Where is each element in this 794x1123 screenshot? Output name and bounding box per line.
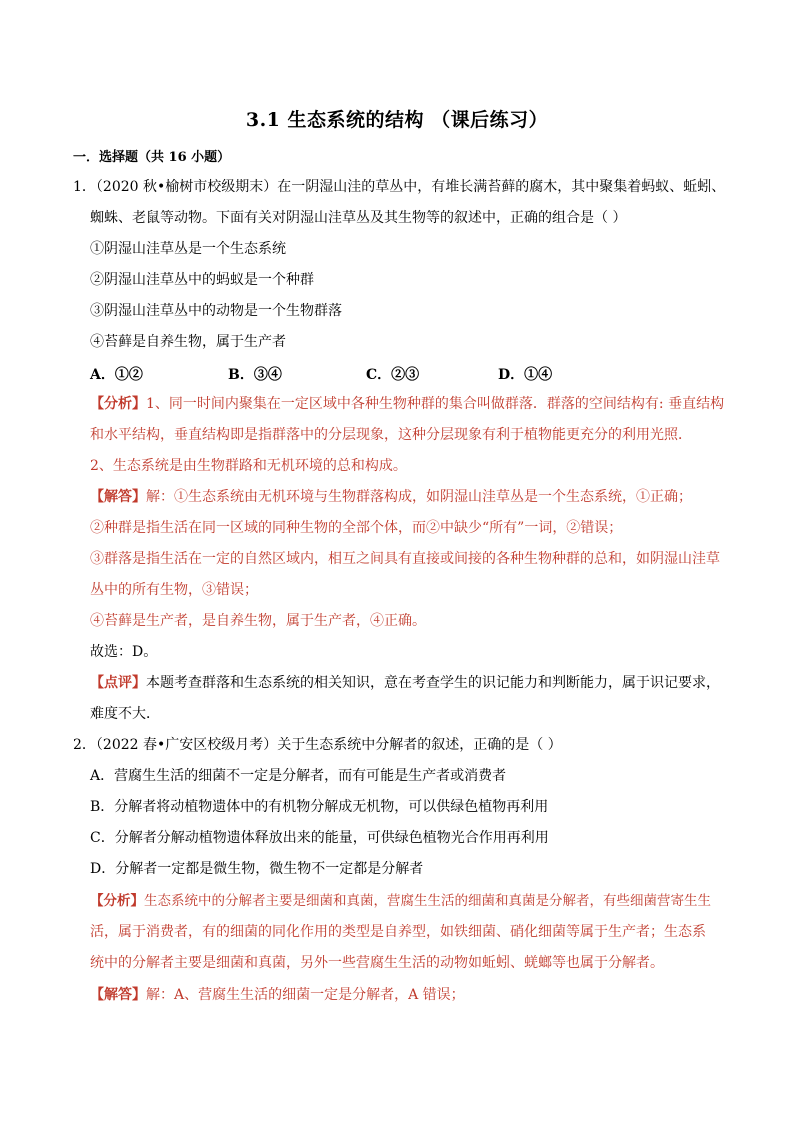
q1-solution-line-4: 丛中的所有生物，③错误； <box>90 582 258 598</box>
q1-comment-line-2: 难度不大． <box>90 706 160 722</box>
q1-stem-line-2: 蜘蛛、老鼠等动物。下面有关对阴湿山洼草丛及其生物等的叙述中，正确的组合是（ ） <box>90 210 627 226</box>
q1-option-b: B．③④ <box>228 367 282 383</box>
q2-solution-tag: 【解答】 <box>90 987 146 1003</box>
q1-analysis-line-3: 2、生态系统是由生物群路和无机环境的总和构成。 <box>90 458 407 474</box>
q1-option-a: A．①② <box>90 367 143 383</box>
q2-solution-line-1 <box>90 986 465 1004</box>
q1-solution-line-5: ④苔藓是生产者，是自养生物，属于生产者，④正确。 <box>90 613 426 629</box>
q2-analysis-line-1 <box>90 892 711 910</box>
q1-statement-3: ③阴湿山洼草丛中的动物是一个生物群落 <box>90 303 342 319</box>
q1-statement-2: ②阴湿山洼草丛中的蚂蚁是一个种群 <box>90 272 314 288</box>
q2-analysis-text-1: 生态系统中的分解者主要是细菌和真菌，营腐生生活的细菌和真菌是分解者，有些细菌营寄生生 <box>144 893 711 909</box>
q2-option-c: C．分解者分解动植物遗体释放出来的能量，可供绿色植物光合作用再利用 <box>90 830 549 846</box>
section-heading: 一．选择题（共 16 小题） <box>73 150 231 165</box>
q2-option-d: D．分解者一定都是微生物，微生物不一定都是分解者 <box>90 861 424 877</box>
q2-solution-text-1: 解：A、营腐生生活的细菌一定是分解者，A 错误； <box>146 987 465 1003</box>
q1-comment-text-1: 本题考查群落和生态系统的相关知识，意在考查学生的识记能力和判断能力，属于识记要求， <box>146 675 720 691</box>
q1-analysis-text-1: 1、同一时间内聚集在一定区域中各种生物种群的集合叫做群落．群落的空间结构有: 垂直结构 <box>146 396 725 412</box>
q1-solution-text-1: 解：①生态系统由无机环境与生物群落构成，如阴湿山洼草丛是一个生态系统，①正确； <box>146 489 692 505</box>
q1-comment-tag: 【点评】 <box>90 675 146 691</box>
q2-stem: 2．（2022 春•广安区校级月考）关于生态系统中分解者的叙述，正确的是（ ） <box>73 737 562 753</box>
q2-option-a: A．营腐生生活的细菌不一定是分解者，而有可能是生产者或消费者 <box>90 768 507 784</box>
q2-analysis-line-2: 活，属于消费者，有的细菌的同化作用的类型是自养型，如铁细菌、硝化细菌等属于生产者；生态系 <box>90 924 706 940</box>
q1-statement-1: ①阴湿山洼草丛是一个生态系统 <box>90 241 286 257</box>
q1-stem-line-1: 1．（2020 秋•榆树市校级期末）在一阴湿山洼的草丛中，有堆长满苔藓的腐木，其中聚集着蚂蚁、蚯蚓、 <box>73 179 726 195</box>
q1-solution-line-2: ②种群是指生活在同一区域的同种生物的全部个体，而②中缺少“所有”一词，②错误； <box>90 520 623 536</box>
q2-analysis-line-3: 统中的分解者主要是细菌和真菌，另外一些营腐生生活的动物如蚯蚓、蜣螂等也属于分解者。 <box>90 955 664 971</box>
q1-option-d: D．①④ <box>498 367 553 383</box>
q1-analysis-line-2: 和水平结构，垂直结构即是指群落中的分层现象，这种分层现象有利于植物能更充分的利用光照． <box>90 427 692 443</box>
q1-analysis-tag: 【分析】 <box>90 396 146 412</box>
q2-option-b: B．分解者将动植物遗体中的有机物分解成无机物，可以供绿色植物再利用 <box>90 799 549 815</box>
page-title: 3.1 生态系统的结构 （课后练习） <box>245 109 549 131</box>
q1-comment-line-1 <box>90 674 720 692</box>
q1-answer: 故选：D。 <box>90 644 158 660</box>
q2-analysis-tag: 【分析】 <box>90 893 144 909</box>
q1-statement-4: ④苔藓是自养生物，属于生产者 <box>90 334 286 350</box>
q1-solution-line-1 <box>90 488 692 506</box>
q1-solution-line-3: ③群落是指生活在一定的自然区域内，相互之间具有直接或间接的各种生物种群的总和，如阴湿山洼草 <box>90 551 720 567</box>
q1-analysis-line-1 <box>90 395 724 413</box>
q1-solution-tag: 【解答】 <box>90 489 146 505</box>
q1-option-c: C．②③ <box>366 367 420 383</box>
